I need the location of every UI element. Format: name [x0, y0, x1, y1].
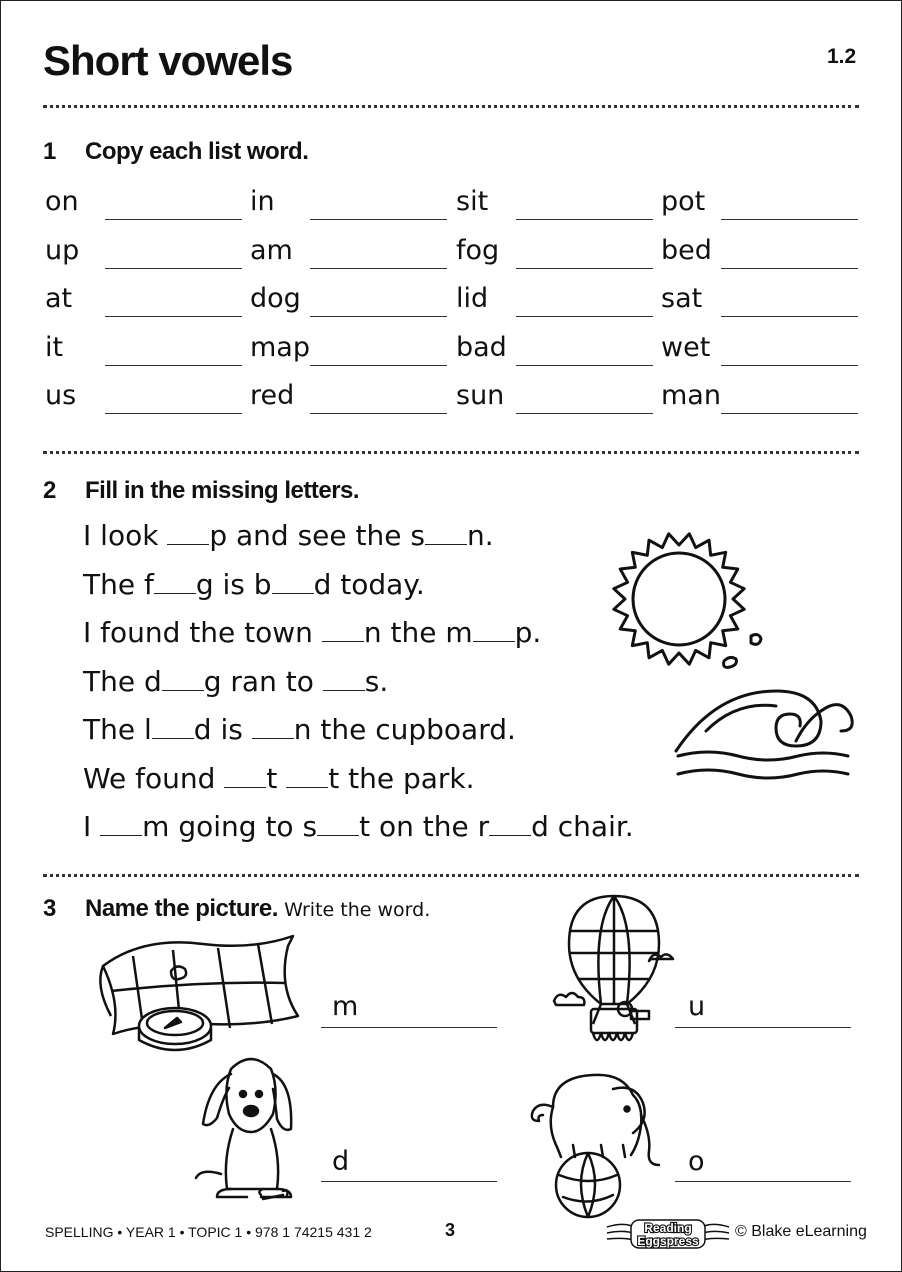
sentence-text: I found the town: [83, 616, 322, 649]
fill-sentence: [83, 665, 388, 699]
answer-letter-4: o: [688, 1146, 705, 1177]
list-word: man: [661, 380, 721, 411]
answer-line-3[interactable]: [321, 1181, 497, 1182]
fill-sentence: [83, 616, 541, 650]
fill-sentence: [83, 568, 425, 602]
sentence-text: I: [83, 810, 101, 843]
footer-copyright: © Blake eLearning: [735, 1223, 867, 1240]
q1-number: 1: [43, 138, 56, 165]
sentence-text: The l: [83, 713, 152, 746]
missing-letter-blank[interactable]: [317, 813, 359, 836]
missing-letter-blank[interactable]: [272, 571, 314, 594]
list-word: at: [45, 283, 73, 314]
sentence-text: d chair.: [531, 810, 634, 843]
list-word: up: [45, 234, 80, 266]
sentence-text: t the park.: [328, 761, 475, 795]
answer-letter-2: u: [688, 991, 706, 1022]
copy-line[interactable]: [721, 413, 858, 414]
list-word: am: [250, 234, 293, 266]
copy-line[interactable]: [516, 413, 653, 414]
q1-heading: [43, 138, 308, 166]
dotted-divider: [43, 451, 859, 454]
logo-text-reading: Reading: [644, 1221, 692, 1235]
q2-heading: [43, 477, 359, 505]
sentence-text: g is b: [195, 567, 272, 601]
list-word: dog: [250, 283, 301, 314]
fill-sentence: [83, 713, 516, 747]
sentence-text: d is: [193, 713, 252, 746]
list-word: in: [250, 186, 275, 217]
q3-subtitle: Write the word.: [284, 899, 431, 921]
footer-page-number: 3: [445, 1220, 456, 1240]
sentence-text: t on the r: [359, 810, 490, 843]
missing-letter-blank[interactable]: [152, 716, 194, 739]
sentence-text: p and see the s: [209, 519, 425, 552]
answer-letter-1: m: [332, 991, 359, 1022]
sentence-text: The d: [83, 664, 162, 698]
missing-letter-blank[interactable]: [252, 716, 294, 739]
sentence-text: m going to s: [142, 810, 318, 843]
fill-sentence: [83, 810, 634, 844]
q3-heading: [43, 895, 430, 923]
list-word: fog: [456, 234, 500, 266]
missing-letter-blank[interactable]: [322, 619, 364, 642]
fill-sentence: [83, 519, 494, 553]
copy-line[interactable]: [105, 219, 242, 220]
list-word: it: [45, 331, 64, 363]
copy-line[interactable]: [105, 413, 242, 414]
list-word: bad: [456, 331, 507, 363]
list-word: sat: [661, 283, 703, 314]
copy-line[interactable]: [310, 268, 447, 269]
dog-icon: [191, 1049, 306, 1209]
list-word: wet: [661, 331, 711, 363]
copy-line[interactable]: [105, 316, 242, 317]
copy-line[interactable]: [721, 316, 858, 317]
copy-line[interactable]: [516, 219, 653, 220]
copy-line[interactable]: [310, 413, 447, 414]
missing-letter-blank[interactable]: [224, 765, 266, 788]
answer-letter-3: d: [332, 1146, 350, 1177]
sentence-text: n.: [466, 519, 494, 552]
copy-line[interactable]: [310, 219, 447, 220]
missing-letter-blank[interactable]: [425, 522, 467, 545]
copy-line[interactable]: [105, 365, 242, 366]
missing-letter-blank[interactable]: [154, 571, 196, 594]
copy-line[interactable]: [721, 365, 858, 366]
list-word: us: [45, 380, 77, 411]
sentence-text: t: [266, 761, 287, 795]
page-code: 1.2: [827, 45, 857, 68]
copy-line[interactable]: [721, 268, 858, 269]
missing-letter-blank[interactable]: [100, 813, 142, 836]
q3-number: 3: [43, 895, 56, 922]
q2-title: Fill in the missing letters.: [85, 477, 360, 504]
missing-letter-blank[interactable]: [489, 813, 531, 836]
sentence-text: s.: [364, 664, 389, 698]
copy-line[interactable]: [516, 268, 653, 269]
sentence-text: We found: [83, 761, 225, 795]
list-word: map: [250, 331, 310, 363]
sentence-text: n the m: [363, 616, 473, 649]
sentence-text: g ran to: [203, 664, 323, 698]
hot-air-balloon-icon: [549, 891, 679, 1056]
footer-book-info: SPELLING • YEAR 1 • TOPIC 1 • 978 1 74215 431 2: [45, 1224, 372, 1240]
list-word: bed: [661, 234, 712, 266]
page-title: Short vowels: [43, 37, 293, 84]
q3-title: Name the picture.: [85, 895, 278, 922]
sun-and-wave-icon: [606, 516, 856, 791]
sentence-text: I look: [83, 519, 168, 552]
copy-line[interactable]: [310, 365, 447, 366]
logo-text-eggspress: Eggspress: [637, 1234, 699, 1248]
sentence-text: p.: [514, 616, 542, 649]
sentence-text: d today.: [313, 567, 425, 601]
list-word: pot: [661, 186, 706, 217]
list-word: sun: [456, 380, 505, 411]
reading-eggspress-logo: [605, 1217, 731, 1251]
q2-number: 2: [43, 477, 56, 504]
missing-letter-blank[interactable]: [286, 765, 328, 788]
map-icon: [93, 936, 298, 1056]
list-word: lid: [456, 283, 489, 314]
elephant-on-ball-icon: [523, 1067, 663, 1217]
fill-sentence: [83, 762, 475, 796]
copy-line[interactable]: [105, 268, 242, 269]
answer-line-2[interactable]: [675, 1027, 851, 1028]
dotted-divider: [43, 874, 859, 877]
dotted-divider: [43, 105, 859, 108]
list-word: red: [250, 380, 295, 411]
copy-line[interactable]: [721, 219, 858, 220]
missing-letter-blank[interactable]: [162, 668, 204, 691]
missing-letter-blank[interactable]: [323, 668, 365, 691]
copy-line[interactable]: [516, 365, 653, 366]
answer-line-4[interactable]: [675, 1181, 851, 1182]
list-word: sit: [456, 186, 489, 217]
missing-letter-blank[interactable]: [167, 522, 209, 545]
q1-title: Copy each list word.: [85, 138, 309, 165]
answer-line-1[interactable]: [321, 1027, 497, 1028]
copy-line[interactable]: [310, 316, 447, 317]
copy-line[interactable]: [516, 316, 653, 317]
sentence-text: The f: [83, 567, 154, 601]
missing-letter-blank[interactable]: [473, 619, 515, 642]
list-word: on: [45, 186, 79, 217]
sentence-text: n the cupboard.: [293, 713, 516, 746]
